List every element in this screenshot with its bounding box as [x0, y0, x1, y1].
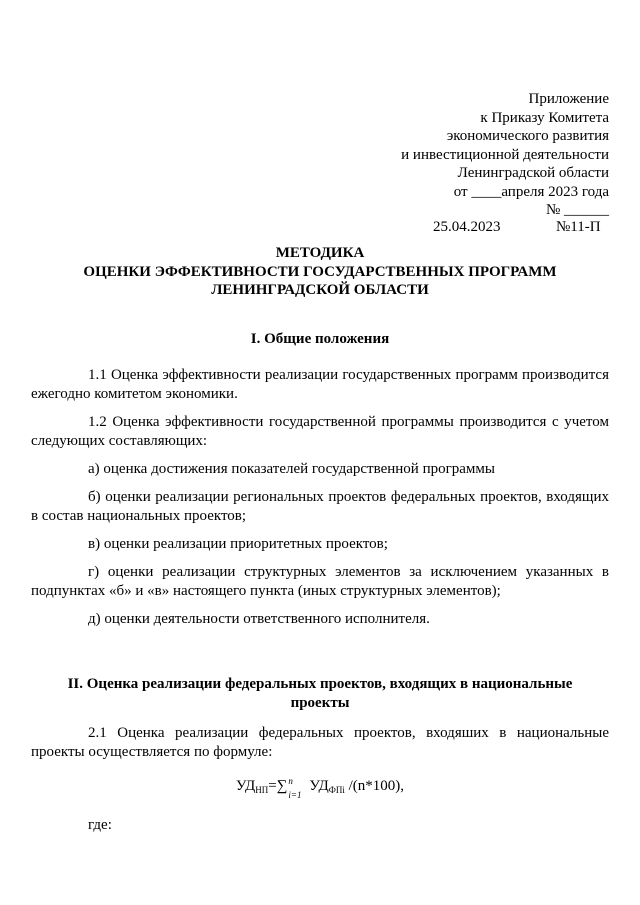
section-heading-line: проекты: [290, 694, 350, 711]
formula: [0, 775, 640, 801]
appendix-block: [309, 90, 609, 220]
paragraph: 1.1 Оценка эффективности реализации государственных программ производится ежегодно комитетом экономики.: [31, 367, 609, 402]
appendix-line: экономического развития: [446, 128, 609, 144]
paragraph: 1.2 Оценка эффективности государственной программы производится с учетом следующих составляющих:: [31, 414, 609, 449]
list-item: г) оценки реализации структурных элементов за исключением указанных в подпунктах «б» и «в» настоящего пункта (иных структурных элементов);: [31, 564, 609, 599]
document-title: [31, 244, 609, 300]
formula-term-subscript: ФПi: [328, 785, 345, 795]
formula-sum-sign: =∑: [268, 778, 288, 794]
list-item: д) оценки деятельности ответственного исполнителя.: [88, 611, 430, 627]
list-item: а) оценка достижения показателей государственной программы: [88, 461, 495, 477]
section-heading-line: II. Оценка реализации федеральных проектов, входящих в национальные: [67, 676, 573, 692]
title-line: МЕТОДИКА: [275, 245, 365, 261]
list-item: в) оценки реализации приоритетных проектов;: [88, 536, 388, 552]
list-item: б) оценки реализации региональных проектов федеральных проектов, входящих в состав национальных проектов;: [31, 489, 609, 524]
title-line: ЛЕНИНГРАДСКОЙ ОБЛАСТИ: [211, 282, 429, 298]
signature-row: [0, 219, 640, 239]
formula-upper-limit: n: [288, 776, 293, 786]
paragraph: 2.1 Оценка реализации федеральных проектов, входяших в национальные проекты осуществляется по формуле:: [31, 725, 609, 760]
signature-number: №11-П: [556, 219, 601, 235]
signature-date: 25.04.2023: [433, 219, 501, 235]
appendix-line: № ______: [545, 202, 609, 218]
formula-lhs: УД: [235, 778, 256, 794]
formula-lower-limit: i=1: [288, 790, 302, 800]
appendix-line: к Приказу Комитета: [480, 109, 609, 126]
section-heading: [31, 675, 609, 712]
formula-lhs-subscript: НП: [255, 785, 269, 795]
appendix-line: Ленинградской области: [457, 165, 609, 181]
formula-tail: /(n*100),: [344, 778, 405, 794]
title-line: ОЦЕНКИ ЭФФЕКТИВНОСТИ ГОСУДАРСТВЕННЫХ ПРОГРАММ: [83, 263, 557, 280]
formula-term: УД: [309, 778, 329, 794]
appendix-line: Приложение: [528, 91, 609, 107]
section-heading: I. Общие положения: [250, 331, 390, 347]
formula-limits: [287, 776, 309, 800]
appendix-line: и инвестиционной деятельности: [401, 146, 609, 163]
where-label: где:: [88, 817, 112, 833]
appendix-line: от ____апреля 2023 года: [453, 183, 609, 200]
